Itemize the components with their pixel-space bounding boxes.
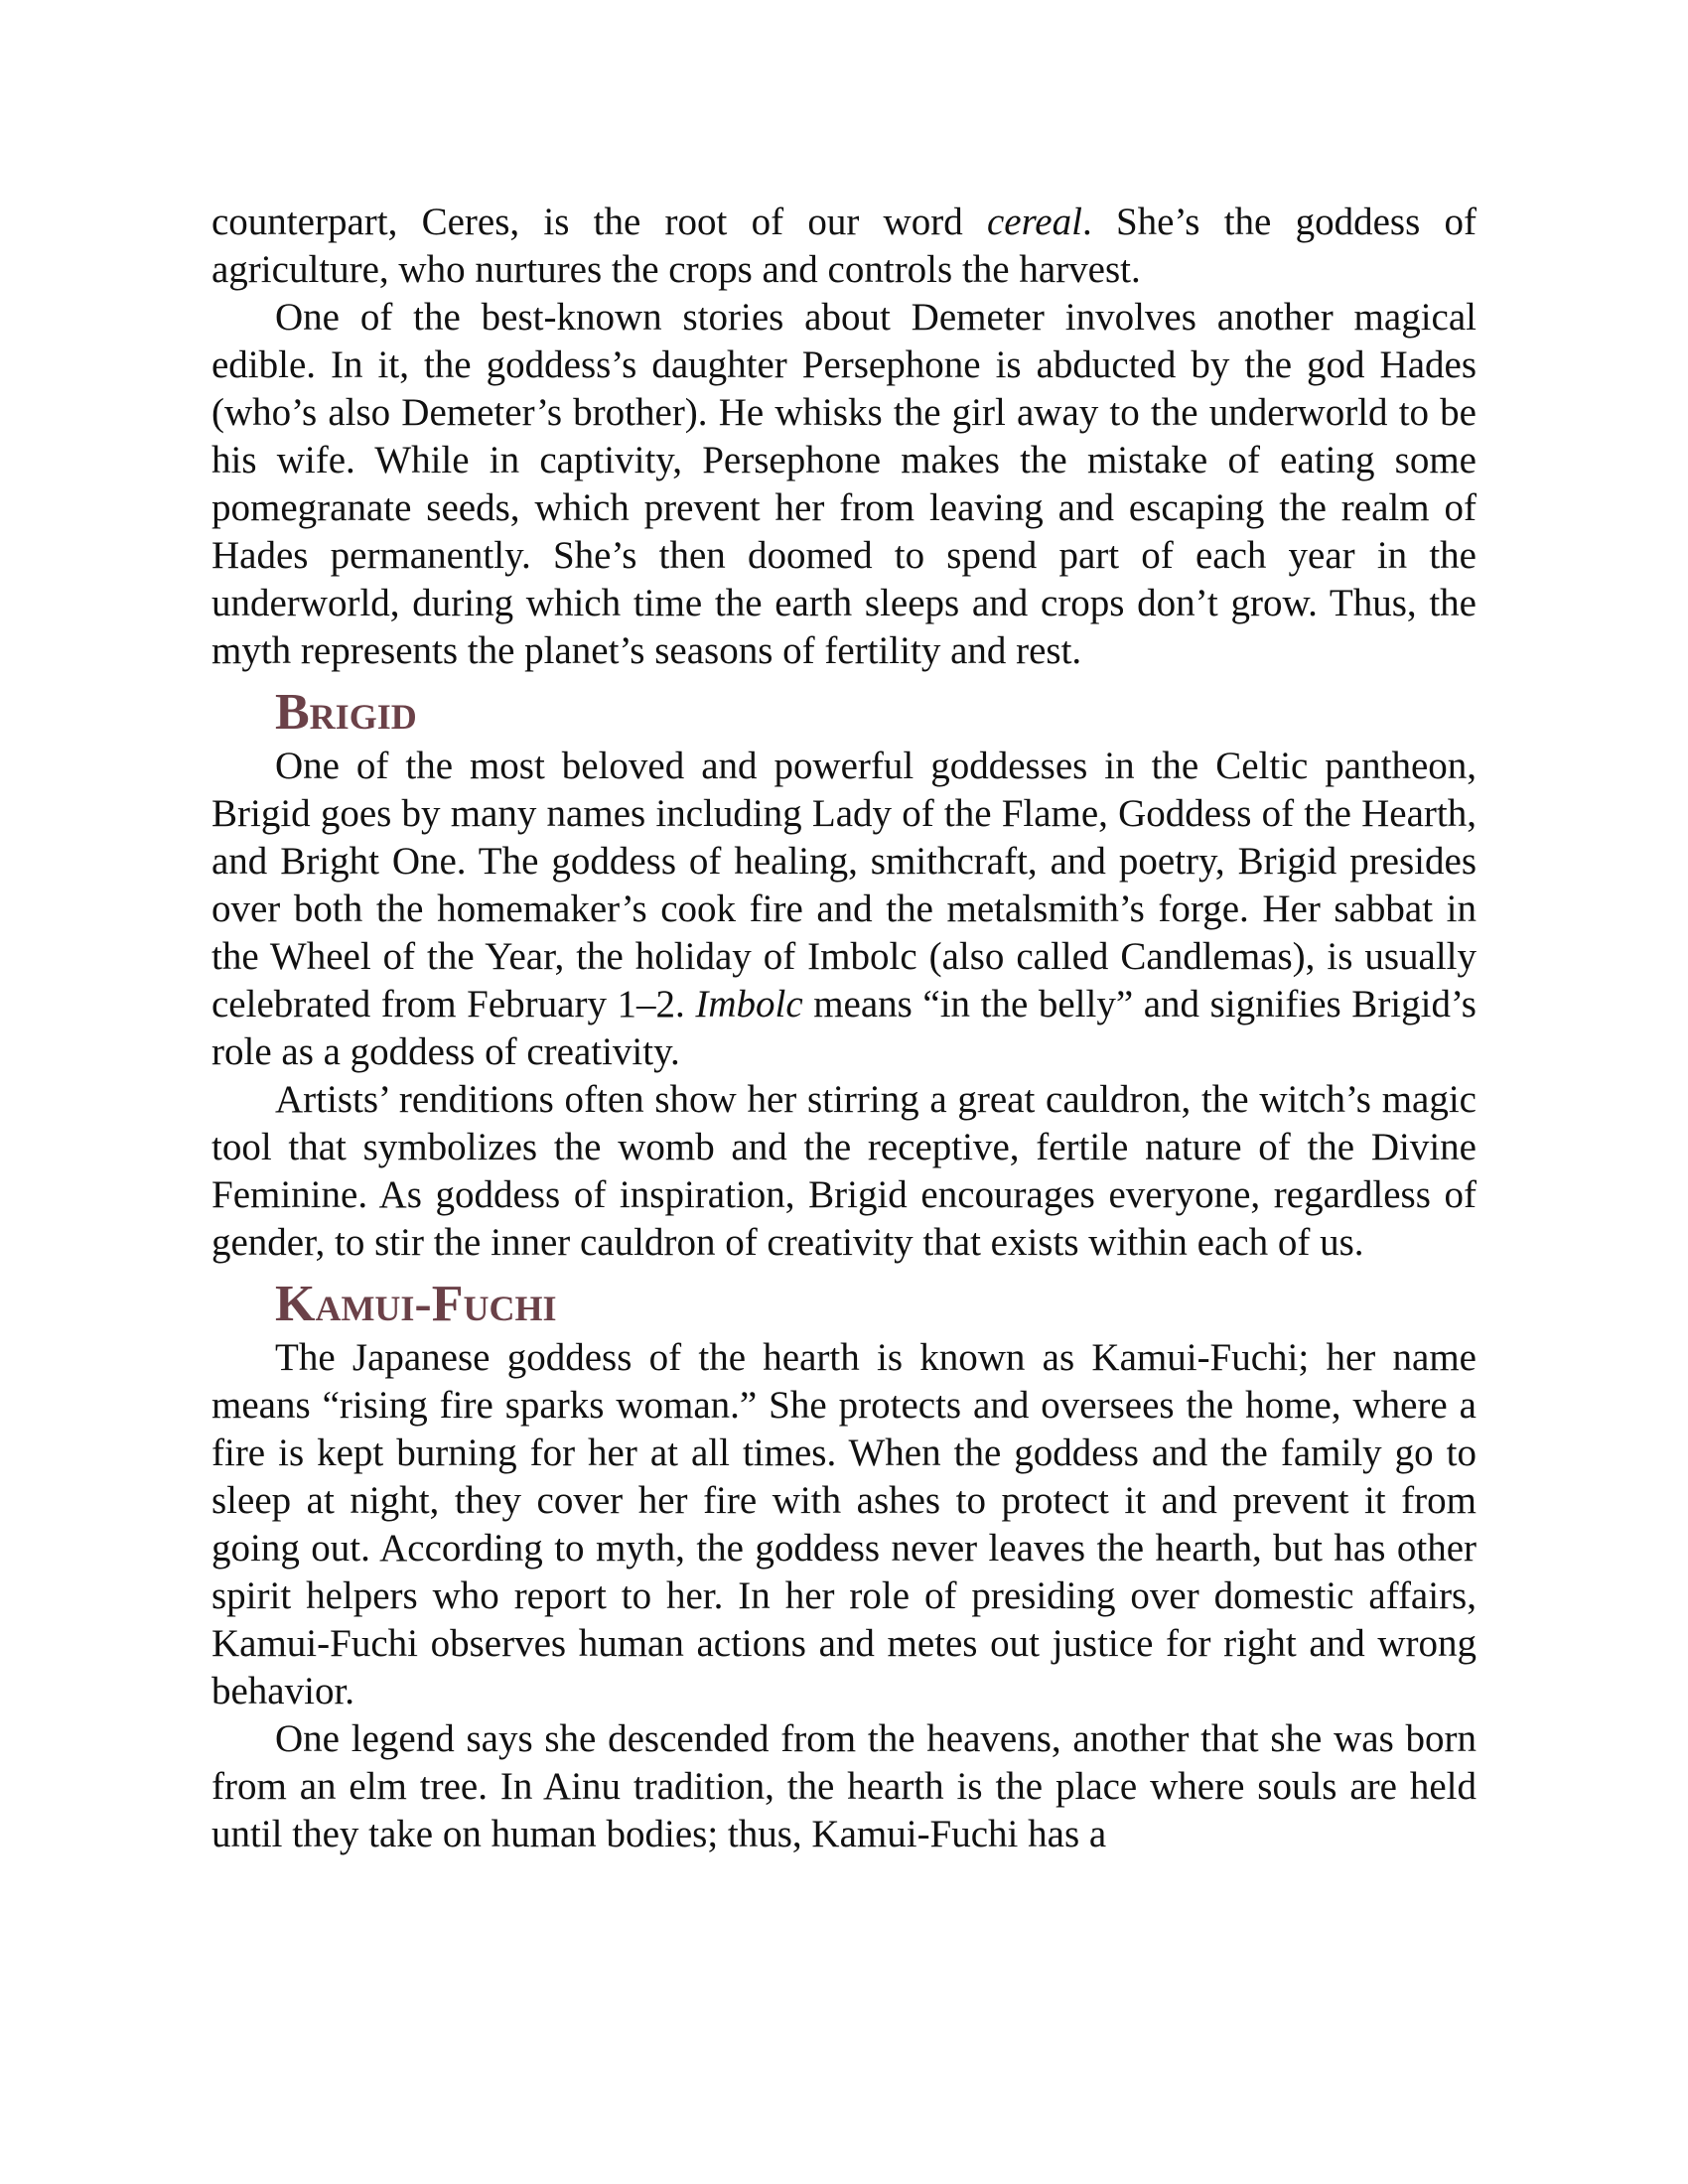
page-body <box>211 199 1477 1858</box>
section-heading-brigid: Brigid <box>275 684 417 741</box>
paragraph-brigid-intro-text: One of the most beloved and powerful goddesses in the Celtic pantheon, Brigid goes by many names including Lady of the Flame, Goddess of the Hearth, and Bright One. The goddess of healing, smithcraft, and poetry, Brigid presides over both the homemaker’s cook fire and the metalsmith’s forge. Her sabbat in the Wheel of the Year, the holiday of Imbolc (also called Candlemas), is usually celebrated from February 1–2. <box>211 745 1477 1025</box>
paragraph-persephone: One of the best-known stories about Demeter involves another magical edible. In it, the goddess’s daughter Persephone is abducted by the god Hades (who’s also Demeter’s brother). He whisks the girl away to the underworld to be his wife. While in captivity, Persephone makes the mistake of eating some pomegranate seeds, which prevent her from leaving and escaping the realm of Hades permanently. She’s then doomed to spend part of each year in the underworld, during which time the earth sleeps and crops don’t grow. Thus, the myth represents the planet’s seasons of fertility and rest. <box>211 296 1477 672</box>
paragraph-ceres <box>211 199 1477 294</box>
paragraph-ceres-text: counterpart, Ceres, is the root of our word <box>211 201 987 243</box>
paragraph-brigid-intro-text-after: means “in the belly” and signifies Brigid’s role as a goddess of creativity. <box>211 983 1477 1073</box>
paragraph-ceres-text-after: . She’s the goddess of agriculture, who nurtures the crops and controls the harvest. <box>211 201 1477 291</box>
paragraph-brigid-intro-emphasis: Imbolc <box>695 983 803 1025</box>
paragraph-brigid-cauldron: Artists’ renditions often show her stirring a great cauldron, the witch’s magic tool that symbolizes the womb and the receptive, fertile nature of the Divine Feminine. As goddess of inspiration, Brigid encourages everyone, regardless of gender, to stir the inner cauldron of creativity that exists within each of us. <box>211 1078 1477 1264</box>
paragraph-ceres-emphasis: cereal <box>986 201 1082 243</box>
paragraph-kamui-fuchi-intro: The Japanese goddess of the hearth is known as Kamui-Fuchi; her name means “rising fire sparks woman.” She protects and oversees the home, where a fire is kept burning for her at all times. When the goddess and the family go to sleep at night, they cover her fire with ashes to protect it and prevent it from going out. According to myth, the goddess never leaves the hearth, but has other spirit helpers who report to her. In her role of presiding over domestic affairs, Kamui-Fuchi observes human actions and metes out justice for right and wrong behavior. <box>211 1336 1477 1712</box>
paragraph-kamui-fuchi-legend: One legend says she descended from the heavens, another that she was born from an elm tree. In Ainu tradition, the hearth is the place where souls are held until they take on human bodies; thus, Kamui-Fuchi has a <box>211 1717 1477 1855</box>
section-heading-kamui-fuchi: Kamui-Fuchi <box>275 1276 557 1332</box>
paragraph-brigid-intro <box>211 743 1477 1076</box>
